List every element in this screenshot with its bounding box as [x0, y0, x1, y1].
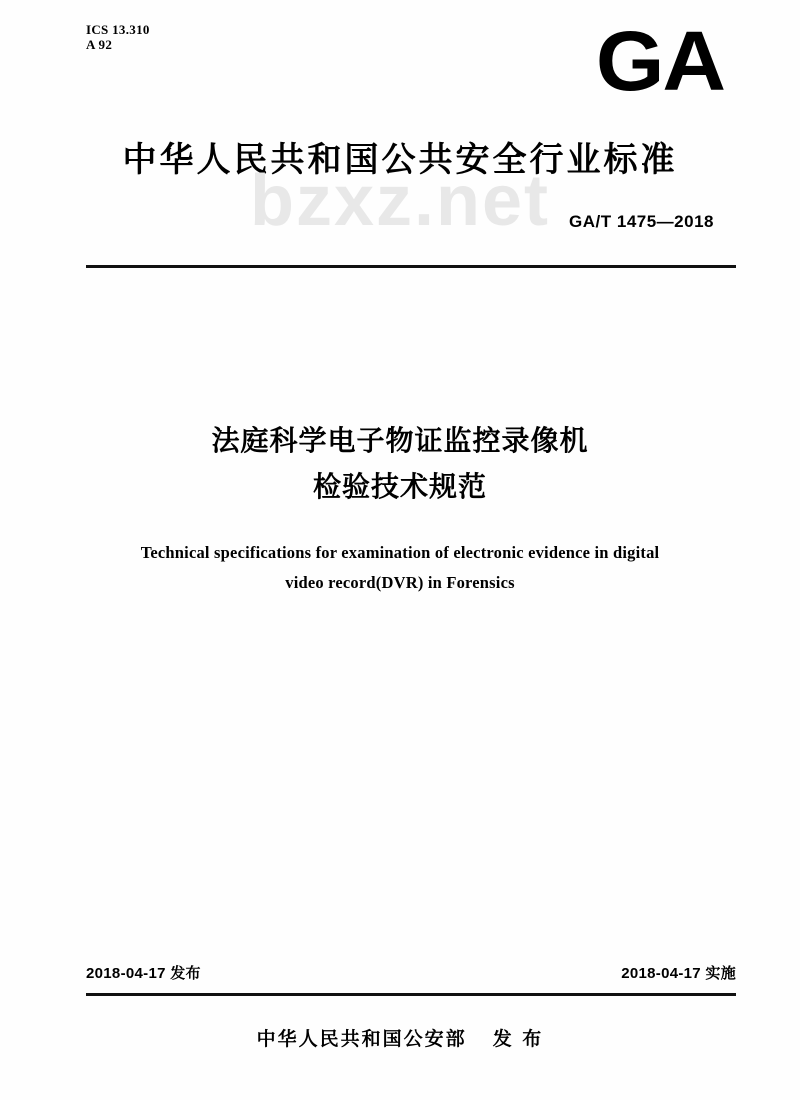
- document-title-chinese: [0, 418, 800, 510]
- publisher-name: 中华人民共和国公安部: [256, 1028, 467, 1050]
- ics-code: ICS 13.310: [86, 22, 150, 37]
- standard-series-title: 中华人民共和国公共安全行业标准: [122, 140, 678, 180]
- implementation-date: 2018-04-17 实施: [621, 965, 736, 982]
- ga-logo: GA: [595, 14, 724, 108]
- watermark-text: bzxz.net: [249, 161, 551, 241]
- issue-date: 2018-04-17 发布: [86, 965, 201, 982]
- classification-code: A 92: [86, 37, 113, 52]
- document-title-chinese-line-1: 法庭科学电子物证监控录像机: [211, 424, 589, 457]
- footer-divider: [86, 993, 736, 996]
- publisher-line: [0, 1024, 800, 1051]
- document-title-english: [0, 538, 800, 598]
- publisher-action: 发 布: [492, 1028, 544, 1050]
- document-title-english-line-1: Technical specifications for examination of electronic evidence in digital: [140, 543, 660, 562]
- document-title-chinese-line-2: 检验技术规范: [312, 470, 487, 503]
- dates-row: [86, 962, 736, 984]
- header-divider: [86, 265, 736, 268]
- ics-block: [86, 22, 150, 52]
- standard-number: GA/T 1475—2018: [569, 212, 714, 231]
- document-title-english-line-2: video record(DVR) in Forensics: [285, 573, 515, 592]
